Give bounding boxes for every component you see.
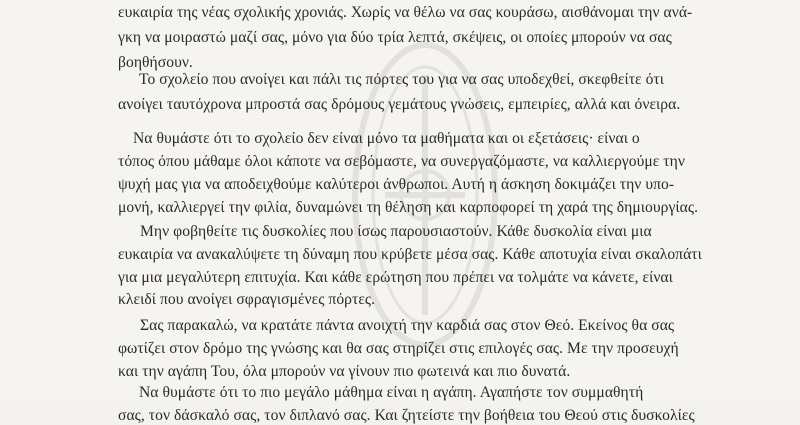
text-line: ευκαιρία να ανακαλύψετε τη δύναμη που κρύβετε μέσα σας. Κάθε αποτυχία είναι σκαλοπάτι: [118, 246, 702, 263]
paragraph-first-line: Το σχολείο που ανοίγει και πάλι τις πόρτες του για να σας υποδεχθεί, σκεφθείτε ότι: [139, 71, 664, 88]
text-line: για μια μεγαλύτερη επιτυχία. Και κάθε ερώτηση που πρέπει να τολμάτε να κάνετε, είναι: [118, 269, 673, 286]
text-line: τόπος όπου μάθαμε όλοι κάποτε να σεβόμαστε, να συνεργαζόμαστε, να καλλιεργούμε την: [118, 153, 685, 170]
text-line: σας, τον δάσκαλό σας, τον διπλανό σας. Και ζητείστε την βοήθεια του Θεού στις δυσκολίες: [118, 407, 695, 424]
text-line: και την αγάπη Του, όλα μπορούν να γίνουν πιο φωτεινά και πιο δυνατά.: [118, 363, 571, 380]
text-line: κλειδί που ανοίγει σφραγισμένες πόρτες.: [118, 291, 376, 308]
text-line: μονή, καλλιεργεί την φιλία, δυναμώνει τη θέληση και καρποφορεί τη χαρά της δημιουργίας.: [118, 199, 699, 216]
text-line: ευκαιρία της νέας σχολικής χρονιάς. Χωρίς να θέλω να σας κουράσω, αισθάνομαι την ανά-: [118, 4, 693, 21]
text-line: γκη να μοιραστώ μαζί σας, μόνο για δύο τρία λεπτά, σκέψεις, οι οποίες μπορούν να σας: [118, 29, 672, 46]
paragraph-first-line: Μην φοβηθείτε τις δυσκολίες που ίσως παρουσιαστούν. Κάθε δυσκολία είναι μια: [140, 223, 652, 240]
paragraph-first-line: Να θυμάστε ότι το πιο μεγάλο μάθημα είναι η αγάπη. Αγαπήστε τον συμμαθητή: [139, 384, 644, 401]
paragraph-first-line: Να θυμάστε ότι το σχολείο δεν είναι μόνο τα μαθήματα και οι εξετάσεις· είναι ο: [133, 130, 640, 147]
text-line: ανοίγει ταυτόχρονα μπροστά σας δρόμους γεμάτους γνώσεις, εμπειρίες, αλλά και όνειρα.: [118, 96, 681, 113]
text-line: βοηθήσουν.: [118, 54, 193, 71]
paragraph-first-line: Σας παρακαλώ, να κρατάτε πάντα ανοιχτή την καρδιά σας στον Θεό. Εκείνος θα σας: [140, 317, 675, 334]
text-line: ψυχή μας για να αποδειχθούμε καλύτεροι άνθρωποι. Αυτή η άσκηση δοκιμάζει την υπο-: [118, 176, 675, 193]
text-line: φωτίζει στον δρόμο της γνώσης και θα σας στηρίζει στις επιλογές σας. Με την προσευχή: [118, 340, 679, 357]
